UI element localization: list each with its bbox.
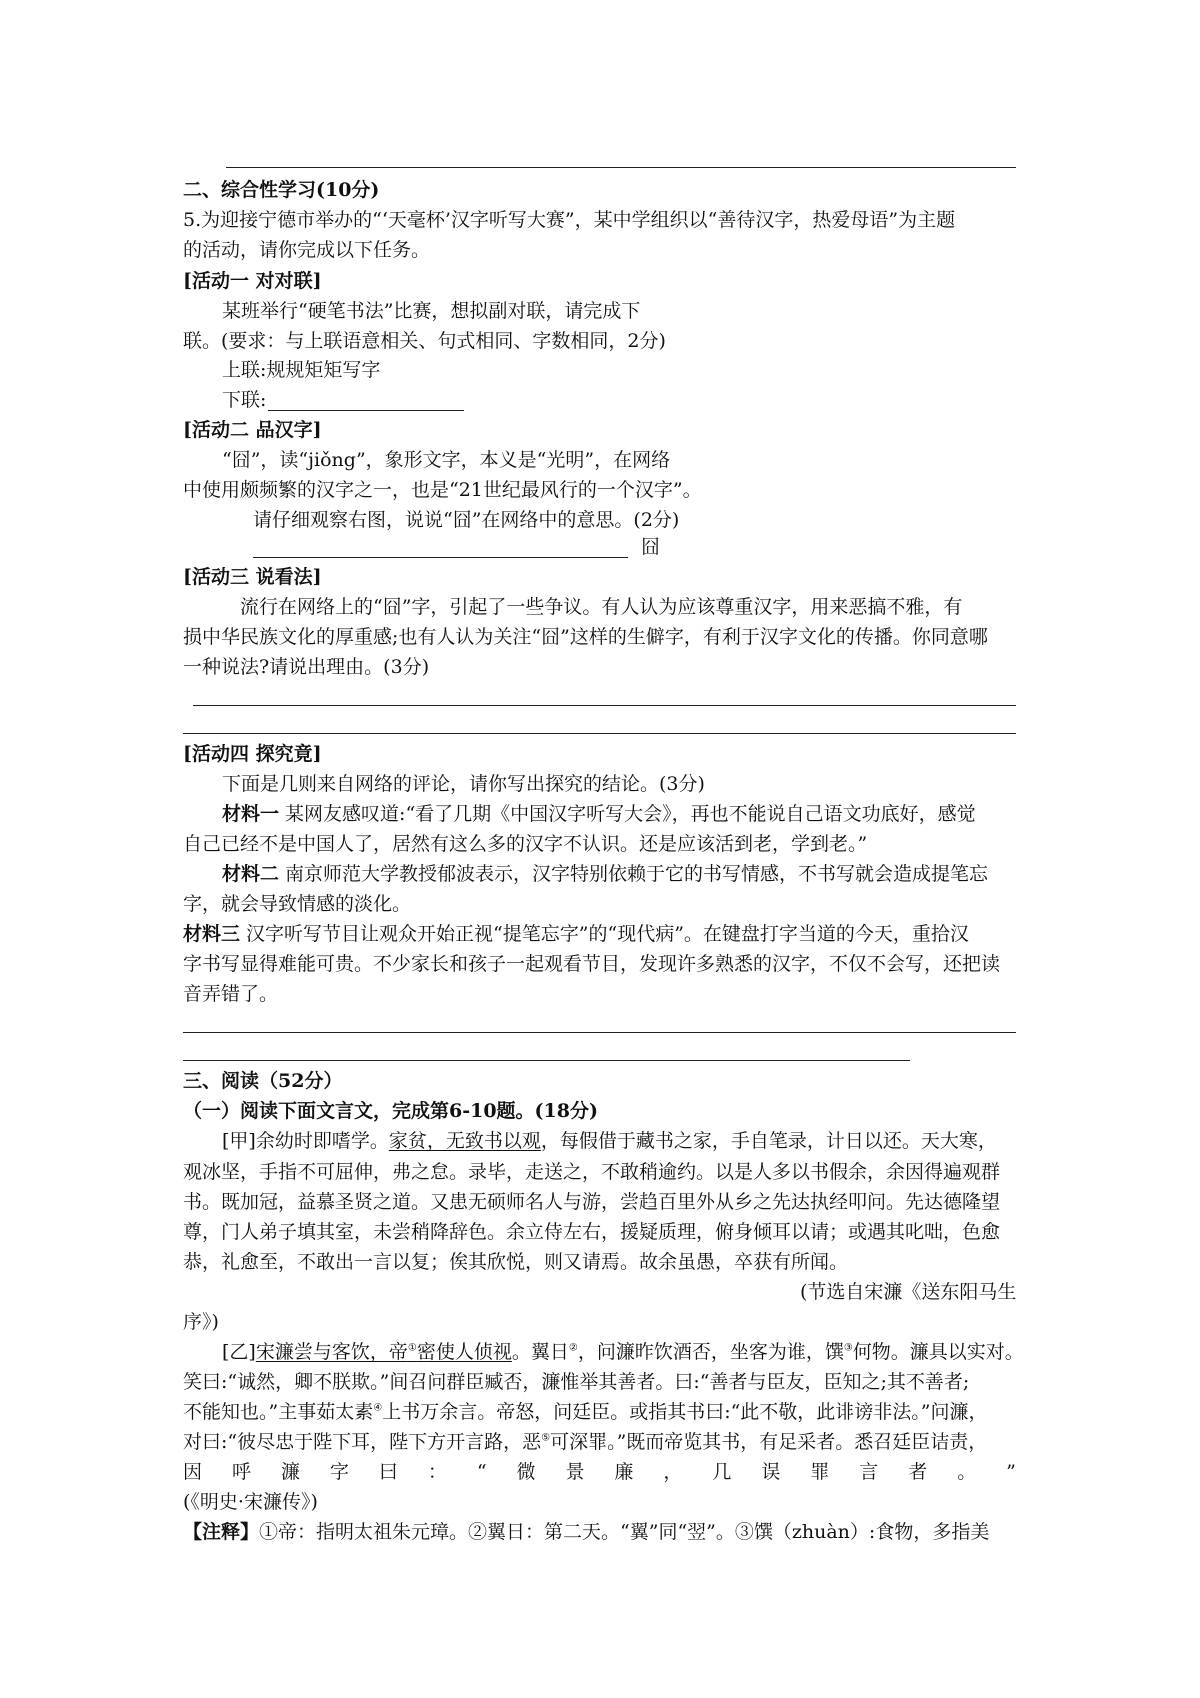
underlined-sentence: 家贫，无致书以观: [388, 1130, 541, 1152]
jiong-glyph: 囧: [641, 536, 661, 558]
activity-text: 某班举行“硬笔书法”比赛，想拟副对联，请完成下: [222, 300, 641, 322]
material-label: 材料三: [183, 923, 241, 945]
passage-text: [乙]: [222, 1341, 256, 1363]
spread-char: 呼: [231, 1461, 251, 1483]
passage-text: 可深罪。”既而帝览其书，有足采者。悉召廷臣诘责，: [550, 1431, 988, 1453]
activity-text: 联。(要求：与上联语意相关、句式相同、字数相同，2分): [183, 330, 666, 352]
material-text: 南京师范大学教授郁波表示，汉字特别依赖于它的书写情感，不书写就会造成提笔忘: [279, 863, 989, 885]
passage-text: ，问濂昨饮酒否，坐客为谁，馔: [577, 1341, 844, 1363]
answer-line[interactable]: [183, 733, 1016, 734]
spread-char: 景: [565, 1461, 585, 1483]
note-marker: ①: [407, 1342, 417, 1354]
passage-source: 序》): [183, 1311, 219, 1333]
passage-jia-line: [222, 1132, 997, 1151]
passage-text: 恭，礼愈至，不敢出一言以复；俟其欣悦，则又请焉。故余虽愚，卒获有所闻。: [183, 1251, 849, 1273]
passage-justified-line: [183, 1463, 1016, 1482]
material-text: 某网友感叹道:“看了几期《中国汉字听写大会》，再也不能说自己语文功底好，感觉: [279, 803, 976, 825]
spread-char: 误: [761, 1461, 781, 1483]
passage-text: 笑曰:“诚然，卿不朕欺。”间召问群臣臧否，濂惟举其善者。曰:“善者与臣友，臣知之;其不善者;: [183, 1371, 970, 1393]
material-two: [222, 865, 988, 884]
note-marker: ⑤: [541, 1432, 551, 1444]
passage-yi-line: [183, 1433, 987, 1452]
activity-heading: [活动二 品汉字]: [183, 419, 322, 441]
activity-text: 中使用颇频繁的汉字之一，也是“21世纪最风行的一个汉字”。: [183, 479, 702, 501]
activity-text: 流行在网络上的“囧”字，引起了一些争议。有人认为应该尊重汉字，用来恶搞不雅，有: [240, 596, 963, 618]
annotation-line: [183, 1523, 989, 1542]
note-marker: ④: [373, 1402, 383, 1414]
spread-char: 者: [908, 1461, 928, 1483]
answer-line[interactable]: [183, 1032, 1016, 1033]
material-text: 字，就会导致情感的淡化。: [183, 893, 412, 915]
spread-char: 。: [957, 1461, 977, 1483]
material-label: 材料二: [222, 863, 280, 885]
note-marker: ②: [568, 1342, 578, 1354]
passage-source: (节选自宋濂《送东阳马生: [800, 1281, 1017, 1303]
passage-text: ，每假借于藏书之家，手自笔录，计日以还。天大寒，: [540, 1130, 997, 1152]
section-heading: 二、综合性学习(10分): [183, 179, 380, 201]
material-text: 音弄错了。: [183, 983, 279, 1005]
spread-char: 几: [712, 1461, 732, 1483]
underlined-text: 密使人侦视: [416, 1341, 512, 1363]
activity-text: 损中华民族文化的厚重感;也有人认为关注“囧”这样的生僻字，有利于汉字文化的传播。你同意哪: [183, 626, 988, 648]
material-label: 材料一: [222, 803, 280, 825]
material-three: [183, 925, 969, 944]
passage-source: (《明史·宋濂传》): [183, 1491, 318, 1513]
answer-line[interactable]: [193, 705, 1016, 706]
spread-char: 因: [183, 1461, 203, 1483]
spread-char: 字: [329, 1461, 349, 1483]
annotation-text: ①帝：指明太祖朱元璋。②翼日：第二天。“翼”同“翌”。③馔（zhuàn）:食物，多指美: [259, 1521, 990, 1543]
couplet-lower-label: 下联:: [222, 389, 267, 411]
spread-char: 廉: [614, 1461, 634, 1483]
question-text: 5.为迎接宁德市举办的“‘天毫杯’汉字听写大赛”，某中学组织以“善待汉字，热爱母语”为主题: [183, 209, 956, 231]
question-text: 的活动，请你完成以下任务。: [183, 239, 431, 261]
activity-heading: [活动四 探究竟]: [183, 743, 322, 765]
passage-text: 何物。濂具以实对。: [852, 1341, 1024, 1363]
note-marker: ③: [843, 1342, 853, 1354]
activity-text: “囧”，读“jiǒng”，象形文字，本义是“光明”，在网络: [222, 449, 671, 471]
couplet-answer-line[interactable]: [268, 410, 464, 411]
passage-yi-line: [183, 1403, 988, 1422]
material-text: 自己已经不是中国人了，居然有这么多的汉字不认识。还是应该活到老，学到老。”: [183, 833, 868, 855]
spread-char: 罪: [810, 1461, 830, 1483]
spread-char: 濂: [280, 1461, 300, 1483]
activity-heading: [活动一 对对联]: [183, 270, 322, 292]
spread-char: ”: [1006, 1461, 1016, 1483]
underlined-sentence: [256, 1341, 512, 1363]
activity-text: 下面是几则来自网络的评论，请你写出探究的结论。(3分): [222, 773, 705, 795]
spread-char: 言: [859, 1461, 879, 1483]
activity-text: 一种说法?请说出理由。(3分): [183, 656, 430, 678]
section-heading: 三、阅读（52分）: [183, 1070, 343, 1092]
passage-text: 尊，门人弟子填其室，未尝稍降辞色。余立侍左右，援疑质理，俯身倾耳以请；或遇其叱咄，色愈: [183, 1221, 1001, 1243]
passage-text: 书。既加冠，益慕圣贤之道。又患无硕师名人与游，尝趋百里外从乡之先达执经叩问。先达德隆望: [183, 1191, 1001, 1213]
activity-heading: [活动三 说看法]: [183, 566, 322, 588]
answer-line[interactable]: [183, 1060, 910, 1061]
passage-yi-line: [222, 1343, 1024, 1362]
underlined-text: 宋濂尝与客饮，帝: [255, 1341, 408, 1363]
answer-line[interactable]: [253, 557, 628, 558]
passage-text: 对曰:“彼尽忠于陛下耳，陛下方开言路，恶: [183, 1431, 542, 1453]
subsection-heading: （一）阅读下面文言文，完成第6-10题。(18分): [183, 1100, 598, 1122]
spread-char: 曰: [378, 1461, 398, 1483]
spread-char: 微: [516, 1461, 536, 1483]
material-one: [222, 805, 976, 824]
spread-char: ：: [427, 1461, 447, 1483]
spread-char: ，: [663, 1461, 683, 1483]
annotation-label: 【注释】: [183, 1521, 260, 1543]
passage-text: 观冰坚，手指不可屈伸，弗之怠。录毕，走送之，不敢稍逾约。以是人多以书假余，余因得遍观群: [183, 1161, 1001, 1183]
passage-text: [甲]余幼时即嗜学。: [222, 1130, 389, 1152]
couplet-upper: 上联:规规矩矩写字: [222, 359, 381, 381]
activity-prompt: 请仔细观察右图，说说“囧”在网络中的意思。(2分): [253, 509, 680, 531]
passage-text: 不能知也。”主事茹太素: [183, 1401, 374, 1423]
passage-text: 。翼日: [511, 1341, 569, 1363]
passage-text: 上书万余言。帝怒，问廷臣。或指其书曰:“此不敬，此诽谤非法。”问濂，: [382, 1401, 988, 1423]
material-text: 字书写显得难能可贵。不少家长和孩子一起观看节目，发现许多熟悉的汉字，不仅不会写，还把读: [183, 953, 1001, 975]
spread-char: “: [476, 1461, 487, 1483]
material-text: 汉字听写节目让观众开始正视“提笔忘字”的“现代病”。在键盘打字当道的今天，重拾汉: [240, 923, 969, 945]
answer-line: [226, 167, 1016, 168]
